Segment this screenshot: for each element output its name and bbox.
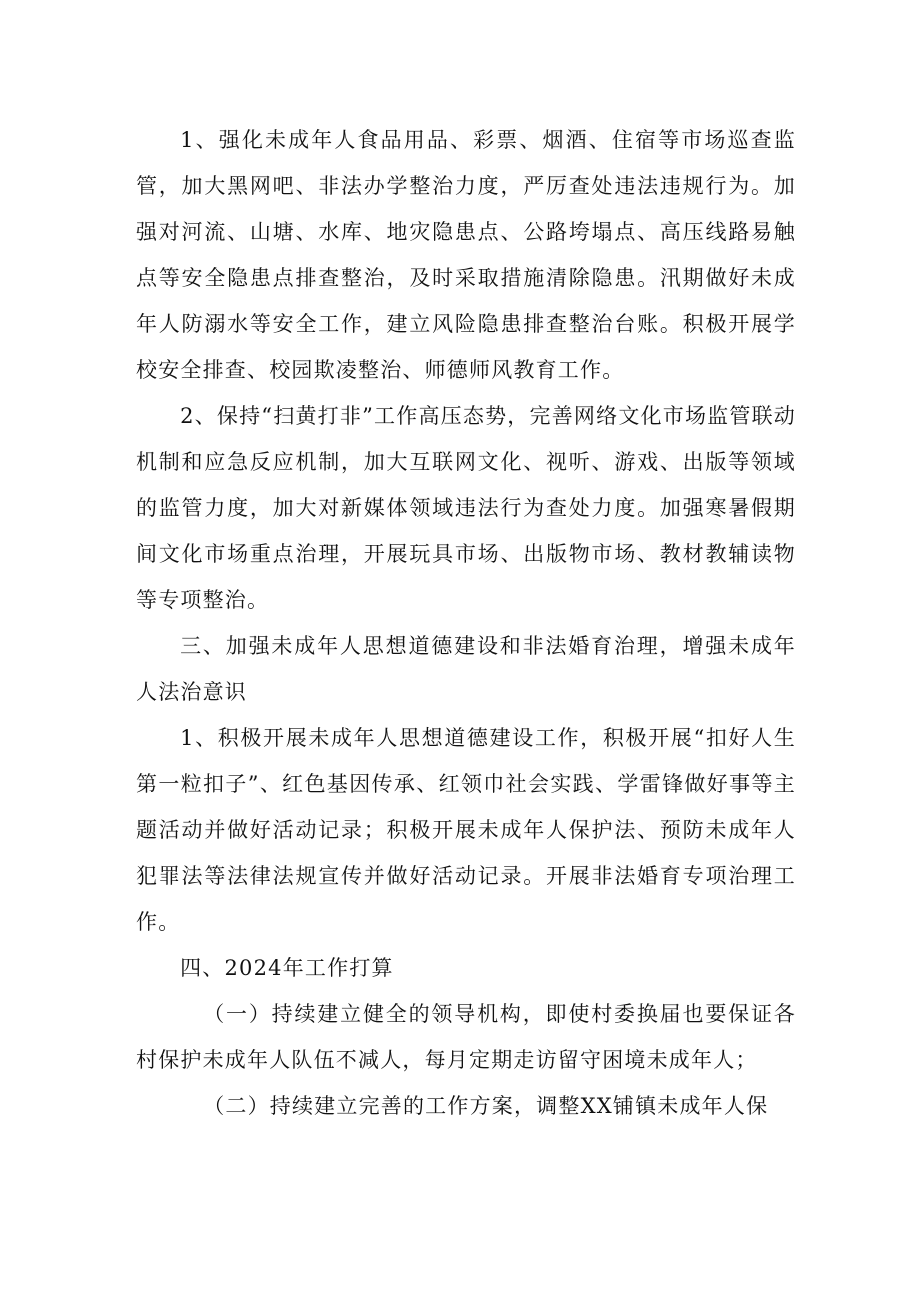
paragraph-plan-2: （二）持续建立完善的工作方案，调整XX铺镇未成年人保 <box>203 1094 769 1118</box>
paragraph-market-supervision: 1、强化未成年人食品用品、彩票、烟酒、住宿等市场巡查监管，加大黑网吧、非法办学整治力度，严厉查处违法违规行为。加强对河流、山塘、水库、地灾隐患点、公路垮塌点、高压线路易触点等安全隐患点排查整治，及时采取措施清除隐患。汛期做好未成年人防溺水等安全工作，建立风险隐患排查整治台账。积极开展学校安全排查、校园欺凌整治、师德师风教育工作。 <box>136 128 796 382</box>
paragraph-moral-education: 1、积极开展未成年人思想道德建设工作，积极开展“扣好人生第一粒扣子”、红色基因传承、红领巾社会实践、学雷锋做好事等主题活动并做好活动记录；积极开展未成年人保护法、预防未成年人犯罪法等法律法规宣传并做好活动记录。开展非法婚育专项治理工作。 <box>136 726 796 934</box>
section-heading-4: 四、2024年工作打算 <box>180 956 394 980</box>
paragraph-plan-1: （一）持续建立健全的领导机构，即使村委换届也要保证各村保护未成年人队伍不减人，每月定期走访留守困境未成年人； <box>136 1002 796 1072</box>
paragraph-anti-pornography: 2、保持“扫黄打非”工作高压态势，完善网络文化市场监管联动机制和应急反应机制，加大互联网文化、视听、游戏、出版等领域的监管力度，加大对新媒体领域违法行为查处力度。加强寒暑假期间文化市场重点治理，开展玩具市场、出版物市场、教材教辅读物等专项整治。 <box>136 404 796 612</box>
document-body <box>136 117 796 1129</box>
section-heading-3: 三、加强未成年人思想道德建设和非法婚育治理，增强未成年人法治意识 <box>136 634 796 704</box>
